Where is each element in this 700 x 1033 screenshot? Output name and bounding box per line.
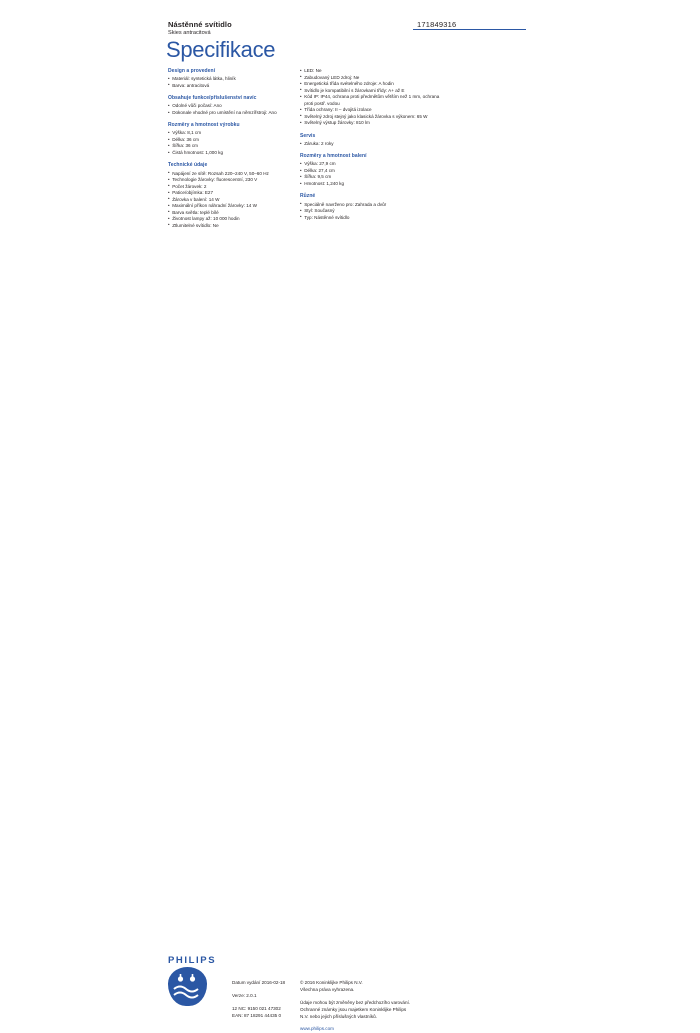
list-item: • Zabudovaný LED zdroj: Ne [300, 75, 440, 82]
list-item: • Maximální příkon náhradní žárovky: 14 W [168, 203, 293, 210]
spec-section-product-dimensions [168, 122, 293, 156]
disclaimer-line-2: Ochranné známky jsou majetkem Koninklijke Philips [300, 1006, 407, 1012]
list-item: • Kód IP: IP44, ochrana proti předmětům větším než 1 mm, ochrana proti postř. vodou [300, 94, 440, 107]
section-items [168, 171, 293, 230]
list-item: • Speciálně navrženo pro: Zahrada a dvůr [300, 202, 440, 209]
philips-shield-icon [168, 967, 207, 1006]
list-item: • Styl: Současný [300, 208, 440, 215]
list-item: • Čistá hmotnost: 1,000 kg [168, 150, 293, 157]
list-item: • Typ: Nástěnné svítidlo [300, 215, 440, 222]
list-item: • Třída ochrany: II – dvojitá izolace [300, 107, 440, 114]
code-12nc: 12 NC: 9150 021 47302 [232, 1005, 281, 1011]
list-item: • Barva: antracitová [168, 83, 293, 90]
list-item: • Délka: 27,4 cm [300, 168, 440, 175]
section-heading: Rozměry a hmotnost balení [300, 153, 367, 160]
spec-column-left [168, 68, 293, 229]
philips-logo [168, 955, 224, 1005]
philips-wordmark: PHILIPS [168, 955, 217, 966]
spec-column-right [300, 68, 440, 221]
disclaimer-line-3: N.V. nebo jejich příslušných vlastníků. [300, 1013, 377, 1019]
list-item: • Výška: 8,1 cm [168, 130, 293, 137]
list-item: • Barva světla: teplé bílé [168, 210, 293, 217]
page-footer [0, 470, 700, 1032]
footer-legal-info [300, 980, 410, 1033]
section-items [168, 130, 293, 156]
page-title: Specifikace [166, 37, 276, 62]
list-item: • Šířka: 36 cm [168, 143, 293, 150]
section-heading: Design a provedení [168, 68, 216, 74]
product-name: Nástěnné svítidlo [168, 20, 232, 29]
section-heading: Technické údaje [168, 162, 208, 169]
section-heading: Rozměry a hmotnost výrobku [168, 122, 240, 129]
website-link[interactable]: www.philips.com [300, 1026, 334, 1032]
list-item: • Délka: 36 cm [168, 137, 293, 144]
list-item: • Žárovka v balení: 14 W [168, 197, 293, 204]
section-items [300, 161, 440, 187]
spec-section-technical [168, 162, 293, 229]
section-items [300, 68, 440, 127]
list-item: • Životnost lampy až: 10 000 hodin [168, 216, 293, 223]
list-item: • Výška: 27,9 cm [300, 161, 440, 168]
list-item: • Šířka: 9,5 cm [300, 174, 440, 181]
spec-section-service [300, 133, 440, 148]
list-item: • Patice/objímka: E27 [168, 190, 293, 197]
list-item: • Ztlumitelné svítidlo: Ne [168, 223, 293, 230]
list-item: • Odolné vůči počasí: Ano [168, 103, 293, 110]
spec-section-extras [168, 95, 293, 116]
list-item: • Energetická třída svételného zdroje: A hodin [300, 81, 440, 88]
issue-date: Datum vydání 2016-02-18 [232, 980, 286, 985]
disclaimer-line-1: Údaje mohou být změněny bez předchozího varování. [300, 999, 411, 1005]
list-item: • Světelný zdroj stejný jako klasická žárovka s výkonem: 65 W [300, 114, 440, 121]
product-code: 171849316 [417, 20, 457, 29]
section-items [300, 202, 440, 222]
list-item: • Záruka: 2 roky [300, 141, 440, 148]
spec-section-light-source [300, 68, 440, 127]
section-items [300, 141, 440, 148]
section-heading: Různé [300, 193, 316, 200]
spec-section-packaging-dimensions [300, 153, 440, 187]
section-heading: Servis [300, 132, 316, 139]
spec-section-misc [300, 193, 440, 221]
spec-section-design [168, 68, 293, 89]
code-ean: EAN: 87 18291 44435 0 [232, 1012, 282, 1018]
philips-shield-waves-icon [168, 967, 207, 1006]
list-item: • Materiál: syntetická látka, hliník [168, 76, 293, 83]
section-heading: Obsahuje funkce/příslušenství navíc [168, 95, 257, 102]
list-item: • Technologie žárovky: fluorescentní, 230 V [168, 177, 293, 184]
version: Verze: 2.0.1 [232, 992, 257, 998]
list-item: • Světelný výstup žárovky: 810 lm [300, 120, 440, 127]
list-item: • Počet žárovek: 2 [168, 184, 293, 191]
list-item: • Hmotnost: 1,240 kg [300, 181, 440, 188]
product-subtitle: Skies antracitová [168, 29, 211, 36]
copyright: © 2016 Koninklijke Philips N.V. [300, 980, 363, 985]
list-item: • Dokonale vhodné pro umístění na němzířstroji: Ano [168, 110, 293, 117]
list-item: • Napájení ze sítě: Rozsah 220–240 V, 50–60 Hz [168, 171, 293, 178]
list-item: • LED: Ne [300, 68, 440, 75]
list-item: • Svítidlo je kompatibilní s žárovkami třídy: A+ až E [300, 88, 440, 95]
rights-reserved: Všechna práva vyhrazena. [300, 986, 355, 992]
section-items [168, 76, 293, 89]
section-items [168, 103, 293, 116]
footer-document-info [232, 980, 304, 1020]
